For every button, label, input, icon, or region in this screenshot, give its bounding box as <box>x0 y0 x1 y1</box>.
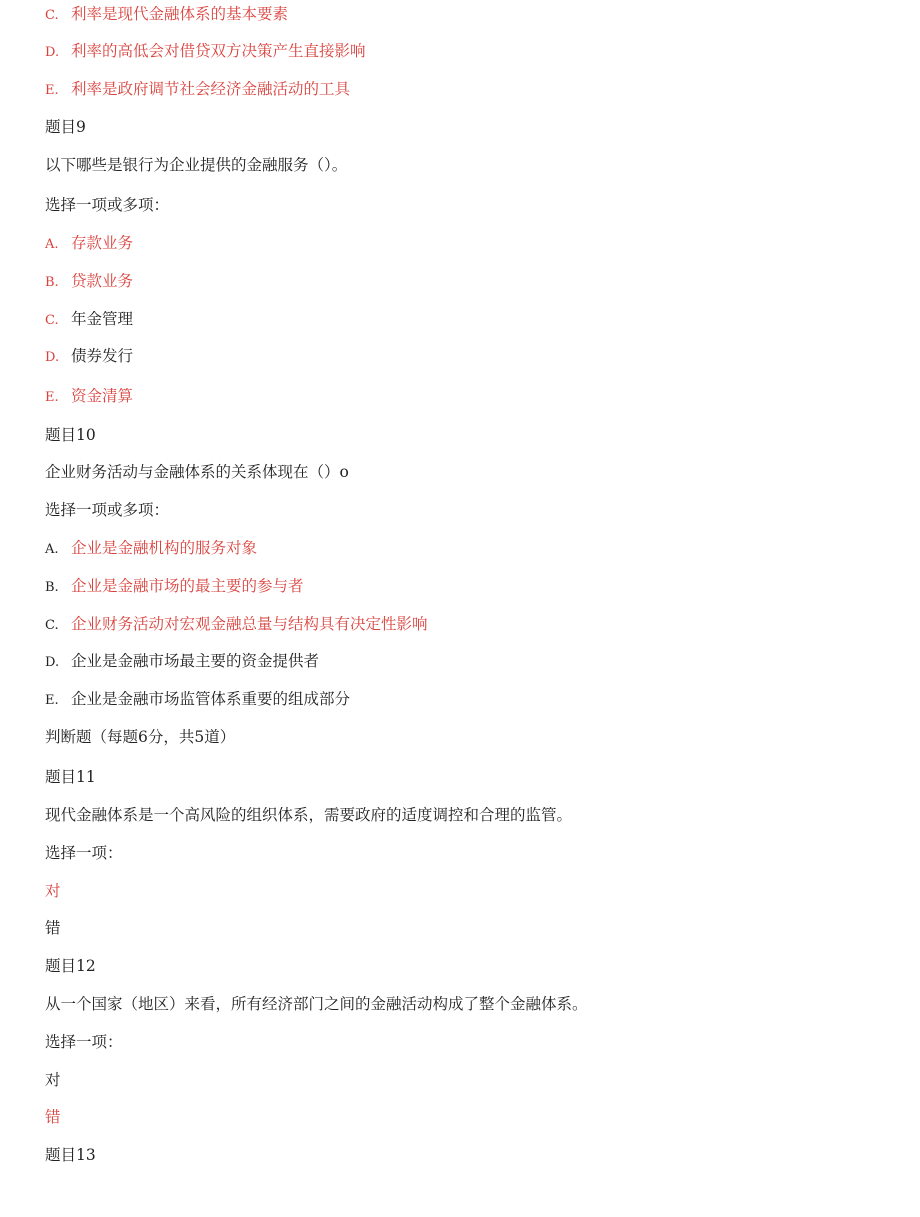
q9-option-a[interactable] <box>45 233 133 255</box>
option-text: 企业是金融市场最主要的资金提供者 <box>71 652 320 670</box>
option-letter: C. <box>45 618 59 633</box>
q10-prompt: 选择一项或多项： <box>45 501 170 519</box>
option-text: 贷款业务 <box>71 272 134 290</box>
option-text: 资金清算 <box>71 387 134 405</box>
option-letter: E. <box>45 693 59 708</box>
q11-option-true[interactable]: 对 <box>45 882 61 900</box>
option-letter: E. <box>45 83 59 98</box>
option-letter: D. <box>45 45 60 60</box>
option-text: 债券发行 <box>71 347 134 365</box>
q11-option-false[interactable]: 错 <box>45 919 61 937</box>
option-text: 利率是现代金融体系的基本要素 <box>71 5 289 23</box>
q13-title: 题目13 <box>45 1146 96 1164</box>
option-text: 利率是政府调节社会经济金融活动的工具 <box>71 80 351 98</box>
q9-option-d[interactable] <box>45 346 133 368</box>
option-letter: D. <box>45 655 60 670</box>
option-letter: B. <box>45 275 59 290</box>
option-text: 年金管理 <box>71 310 134 328</box>
option-text: 企业是金融机构的服务对象 <box>71 539 258 557</box>
q12-option-false[interactable]: 错 <box>45 1108 61 1126</box>
q10-title: 题目10 <box>45 426 96 444</box>
option-letter: A. <box>45 237 59 252</box>
q8-option-d[interactable] <box>45 41 366 63</box>
option-text: 企业是金融市场的最主要的参与者 <box>71 577 304 595</box>
q10-option-e[interactable] <box>45 689 350 711</box>
option-text: 企业财务活动对宏观金融总量与结构具有决定性影响 <box>71 615 428 633</box>
q10-option-c[interactable] <box>45 614 428 636</box>
q12-question: 从一个国家（地区）来看，所有经济部门之间的金融活动构成了整个金融体系。 <box>45 995 588 1013</box>
option-letter: C. <box>45 313 59 328</box>
q9-option-e[interactable] <box>45 386 133 408</box>
q10-question: 企业财务活动与金融体系的关系体现在（）o <box>45 463 349 481</box>
q8-option-e[interactable] <box>45 79 350 101</box>
q10-option-d[interactable] <box>45 651 319 673</box>
q9-option-c[interactable] <box>45 309 133 331</box>
option-text: 存款业务 <box>71 234 134 252</box>
q10-option-a[interactable] <box>45 538 257 560</box>
option-letter: A. <box>45 542 59 557</box>
q9-option-b[interactable] <box>45 271 133 293</box>
q11-prompt: 选择一项： <box>45 844 123 862</box>
q9-prompt: 选择一项或多项： <box>45 196 170 214</box>
q9-question: 以下哪些是银行为企业提供的金融服务（）。 <box>45 156 348 174</box>
q10-option-b[interactable] <box>45 576 304 598</box>
section-title: 判断题（每题6分，共5道） <box>45 728 236 746</box>
q12-prompt: 选择一项： <box>45 1033 123 1051</box>
option-letter: C. <box>45 8 59 23</box>
q8-option-c[interactable] <box>45 4 288 26</box>
option-letter: E. <box>45 390 59 405</box>
q11-title: 题目11 <box>45 768 96 786</box>
q12-title: 题目12 <box>45 957 96 975</box>
q9-title: 题目9 <box>45 118 86 136</box>
q11-question: 现代金融体系是一个高风险的组织体系，需要政府的适度调控和合理的监管。 <box>45 806 573 824</box>
option-letter: D. <box>45 350 60 365</box>
q12-option-true[interactable]: 对 <box>45 1071 61 1089</box>
option-letter: B. <box>45 580 59 595</box>
option-text: 利率的高低会对借贷双方决策产生直接影响 <box>71 42 366 60</box>
option-text: 企业是金融市场监管体系重要的组成部分 <box>71 690 351 708</box>
